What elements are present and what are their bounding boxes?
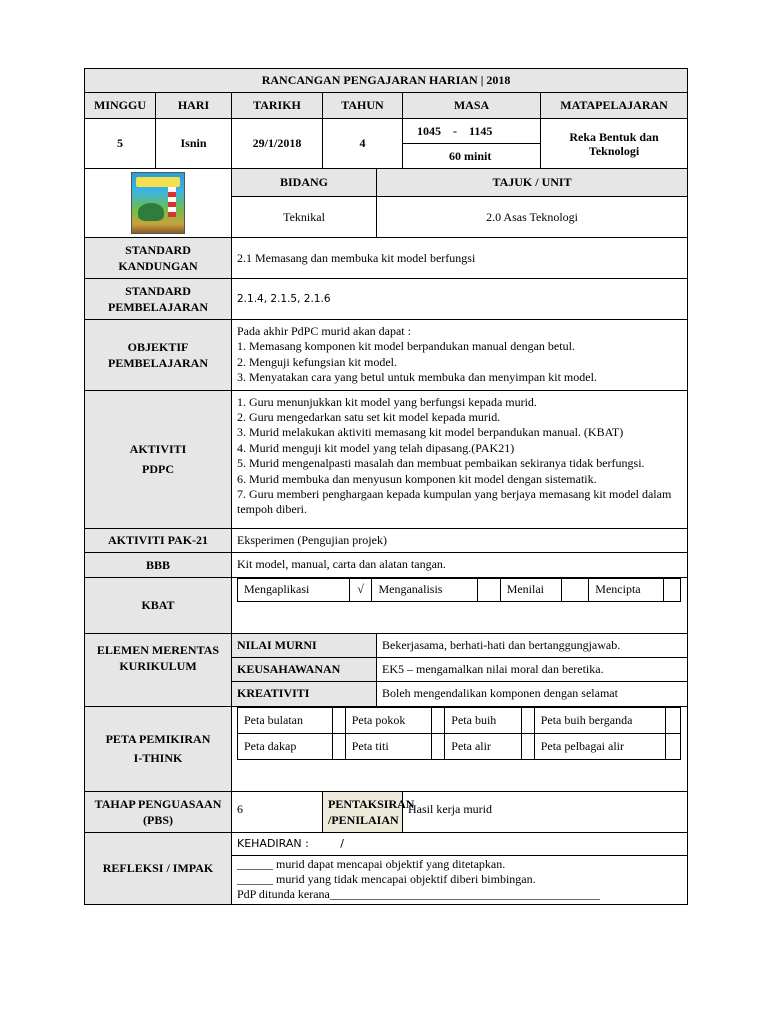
refleksi-line-ditunda[interactable]: PdP ditunda kerana_____________________________________________ <box>237 887 600 902</box>
value-matapelajaran: Reka Bentuk dan Teknologi <box>541 119 688 169</box>
kbat-check-mengaplikasi[interactable]: √ <box>349 578 372 601</box>
value-minggu: 5 <box>85 119 156 169</box>
objektif-content <box>232 320 688 391</box>
aktiviti-label-line1: AKTIVITI <box>129 442 187 457</box>
pak21-value: Eksperimen (Pengujian projek) <box>232 528 688 552</box>
kbat-check-menganalisis[interactable] <box>477 578 500 601</box>
ithink-check-box[interactable] <box>665 707 680 733</box>
ithink-peta-pelbagai-alir: Peta pelbagai alir <box>534 733 665 759</box>
lesson-plan-sheet <box>84 68 687 905</box>
ithink-label-line1: PETA PEMIKIRAN <box>105 731 211 746</box>
refleksi-line-bimbingan[interactable]: ______ murid yang tidak mencapai objektif diberi bimbingan. <box>237 872 536 887</box>
aktiviti-label-line2: PDPC <box>142 462 174 477</box>
textbook-image <box>85 169 232 238</box>
header-tarikh: TARIKH <box>232 93 323 119</box>
objektif-item: 3. Menyatakan cara yang betul untuk membuka dan menyimpan kit model. <box>237 370 597 385</box>
emk-key-kreativiti: KREATIVITI <box>232 681 377 706</box>
ithink-check-box[interactable] <box>665 733 680 759</box>
ithink-check-box[interactable] <box>332 707 345 733</box>
emk-key-nilai-murni: NILAI MURNI <box>232 633 377 657</box>
emk-key-keusahawanan: KEUSAHAWANAN <box>232 657 377 681</box>
value-hari: Isnin <box>156 119 232 169</box>
value-masa-time: 1045 - 1145 <box>403 119 540 144</box>
value-masa-duration: 60 minit <box>403 144 540 169</box>
pentaksiran-label: PENTAKSIRAN /PENILAIAN <box>323 791 403 832</box>
pentaksiran-value: Hasil kerja murid <box>403 791 688 832</box>
standard-pembelajaran-label: STANDARD PEMBELAJARAN <box>85 279 232 320</box>
masa-cell <box>403 119 541 169</box>
kbat-option-menilai: Menilai <box>500 578 562 601</box>
ithink-check-box[interactable] <box>521 707 534 733</box>
kbat-check-menilai[interactable] <box>562 578 589 601</box>
ithink-label-line2: I-THINK <box>133 750 183 765</box>
lesson-plan-table <box>84 68 688 905</box>
ithink-check-box[interactable] <box>432 707 445 733</box>
emk-value-keusahawanan: EK5 – mengamalkan nilai moral dan beretika. <box>377 657 688 681</box>
kehadiran-field[interactable]: KEHADIRAN : / <box>232 832 688 855</box>
objektif-item: 1. Memasang komponen kit model berpandukan manual dengan betul. <box>237 339 575 354</box>
kbat-label: KBAT <box>85 577 232 633</box>
ithink-peta-buih: Peta buih <box>445 707 521 733</box>
refleksi-content <box>232 855 688 904</box>
aktiviti-item: 5. Murid mengenalpasti masalah dan membuat pembaikan sekiranya tidak berfungsi. <box>237 456 645 471</box>
aktiviti-content <box>232 390 688 528</box>
textbook-cover-image <box>131 172 185 234</box>
bidang-label: BIDANG <box>232 169 377 197</box>
tajuk-label: TAJUK / UNIT <box>377 169 688 197</box>
emk-value-kreativiti: Boleh mengendalikan komponen dengan selamat <box>377 681 688 706</box>
kbat-check-mencipta[interactable] <box>664 578 681 601</box>
bidang-value: Teknikal <box>232 197 377 238</box>
ithink-peta-titi: Peta titi <box>345 733 431 759</box>
standard-kandungan-label: STANDARD KANDUNGAN <box>85 238 232 279</box>
tajuk-value: 2.0 Asas Teknologi <box>377 197 688 238</box>
header-hari: HARI <box>156 93 232 119</box>
pbs-value: 6 <box>232 791 323 832</box>
standard-kandungan-value: 2.1 Memasang dan membuka kit model berfungsi <box>232 238 688 279</box>
aktiviti-item: 1. Guru menunjukkan kit model yang berfungsi kepada murid. <box>237 394 537 409</box>
refleksi-label: REFLEKSI / IMPAK <box>85 832 232 904</box>
aktiviti-item: 7. Guru memberi penghargaan kepada kumpulan yang berjaya memasang kit model dalam tempoh diberi. <box>237 487 672 517</box>
page-title: RANCANGAN PENGAJARAN HARIAN | 2018 <box>85 69 688 93</box>
ithink-check-box[interactable] <box>521 733 534 759</box>
aktiviti-label <box>85 390 232 528</box>
value-tarikh: 29/1/2018 <box>232 119 323 169</box>
header-minggu: MINGGU <box>85 93 156 119</box>
kbat-content <box>232 577 688 633</box>
value-tahun: 4 <box>323 119 403 169</box>
header-masa: MASA <box>403 93 541 119</box>
aktiviti-item: 3. Murid melakukan aktiviti memasang kit model berpandukan manual. (KBAT) <box>237 425 624 440</box>
bbb-value: Kit model, manual, carta dan alatan tangan. <box>232 552 688 577</box>
aktiviti-item: 2. Guru mengedarkan satu set kit model kepada murid. <box>237 410 501 425</box>
kbat-options <box>237 578 681 602</box>
emk-value-nilai-murni: Bekerjasama, berhati-hati dan bertanggungjawab. <box>377 633 688 657</box>
emk-label: ELEMEN MERENTAS KURIKULUM <box>85 633 232 706</box>
aktiviti-item: 4. Murid menguji kit model yang telah dipasang.(PAK21) <box>237 440 515 455</box>
header-matapelajaran: MATAPELAJARAN <box>541 93 688 119</box>
objektif-intro: Pada akhir PdPC murid akan dapat : <box>237 324 411 338</box>
bbb-label: BBB <box>85 552 232 577</box>
ithink-peta-alir: Peta alir <box>445 733 521 759</box>
ithink-options <box>237 707 681 760</box>
ithink-content <box>232 706 688 791</box>
kbat-option-mengaplikasi: Mengaplikasi <box>238 578 350 601</box>
aktiviti-item: 6. Murid membuka dan menyusun komponen kit model dengan sistematik. <box>237 471 597 486</box>
objektif-label: OBJEKTIF PEMBELAJARAN <box>85 320 232 391</box>
ithink-peta-pokok: Peta pokok <box>345 707 431 733</box>
kbat-option-menganalisis: Menganalisis <box>372 578 477 601</box>
ithink-label <box>85 706 232 791</box>
kbat-option-mencipta: Mencipta <box>589 578 664 601</box>
pak21-label: AKTIVITI PAK-21 <box>85 528 232 552</box>
ithink-check-box[interactable] <box>332 733 345 759</box>
refleksi-line-objektif[interactable]: ______ murid dapat mencapai objektif yang ditetapkan. <box>237 856 506 871</box>
ithink-peta-dakap: Peta dakap <box>238 733 333 759</box>
standard-pembelajaran-value: 2.1.4, 2.1.5, 2.1.6 <box>232 279 688 320</box>
ithink-check-box[interactable] <box>432 733 445 759</box>
objektif-item: 2. Menguji kefungsian kit model. <box>237 354 397 369</box>
pbs-label: TAHAP PENGUASAAN (PBS) <box>85 791 232 832</box>
ithink-peta-bulatan: Peta bulatan <box>238 707 333 733</box>
header-tahun: TAHUN <box>323 93 403 119</box>
ithink-peta-buih-berganda: Peta buih berganda <box>534 707 665 733</box>
